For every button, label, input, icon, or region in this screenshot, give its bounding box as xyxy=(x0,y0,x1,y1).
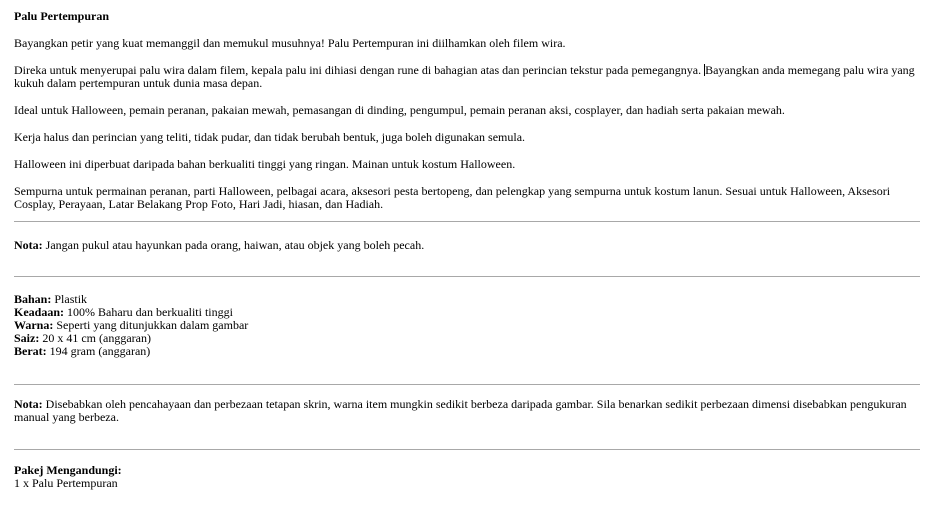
spec-value: 100% Baharu dan berkualiti tinggi xyxy=(64,305,233,319)
divider xyxy=(14,221,920,222)
spec-label: Warna: xyxy=(14,318,54,332)
spec-label: Bahan: xyxy=(14,292,52,306)
color-disclaimer-note xyxy=(14,398,920,424)
product-title: Palu Pertempuran xyxy=(14,9,109,23)
package-contents-item: 1 x Palu Pertempuran xyxy=(14,476,118,490)
spec-value: 194 gram (anggaran) xyxy=(46,344,151,358)
description-paragraph-1: Bayangkan petir yang kuat memanggil dan memukul musuhnya! Palu Pertempuran ini diilhamkan oleh filem wira. xyxy=(14,36,566,50)
warning-note-label: Nota: xyxy=(14,238,43,252)
description-paragraph-4: Kerja halus dan perincian yang teliti, tidak pudar, dan tidak berubah bentuk, juga boleh digunakan semula. xyxy=(14,130,526,144)
description-paragraph-2 xyxy=(14,64,920,90)
package-contents-label: Pakej Mengandungi: xyxy=(14,463,122,477)
color-disclaimer-label: Nota: xyxy=(14,397,43,411)
spec-value: 20 x 41 cm (anggaran) xyxy=(39,331,151,345)
spec-label: Saiz: xyxy=(14,331,40,345)
spec-value: Plastik xyxy=(51,292,88,306)
spec-label: Keadaan: xyxy=(14,305,65,319)
warning-note xyxy=(14,239,920,252)
package-contents xyxy=(14,464,920,490)
description-paragraph-5: Halloween ini diperbuat daripada bahan berkualiti tinggi yang ringan. Mainan untuk kostum Halloween. xyxy=(14,157,516,171)
description-paragraph-6: Sempurna untuk permainan peranan, parti Halloween, pelbagai acara, aksesori pesta bertopeng, dan pelengkap yang sempurna untuk kostum lanun. Sesuai untuk Halloween, Aksesori Cosplay, Perayaan, Latar Belakang Prop Foto, Hari Jadi, hiasan, dan Hadiah. xyxy=(14,184,891,211)
warning-note-text: Jangan pukul atau hayunkan pada orang, haiwan, atau objek yang boleh pecah. xyxy=(42,238,425,252)
divider xyxy=(14,276,920,277)
paragraph-2-part-b: Bayangkan anda memegang palu wira yang kukuh dalam pertempuran untuk dunia masa depan. xyxy=(14,63,915,90)
spec-weight xyxy=(14,345,920,358)
spec-list xyxy=(14,293,920,358)
divider xyxy=(14,384,920,385)
spec-value: Seperti yang ditunjukkan dalam gambar xyxy=(53,318,249,332)
paragraph-2-part-a: Direka untuk menyerupai palu wira dalam filem, kepala palu ini dihiasi dengan rune di bahagian atas dan perincian tekstur pada pemegangnya. xyxy=(14,63,705,77)
spec-label: Berat: xyxy=(14,344,47,358)
divider xyxy=(14,449,920,450)
description-paragraph-3: Ideal untuk Halloween, pemain peranan, pakaian mewah, pemasangan di dinding, pengumpul, pemain peranan aksi, cosplayer, dan hadiah serta pakaian mewah. xyxy=(14,103,785,117)
color-disclaimer-text: Disebabkan oleh pencahayaan dan perbezaan tetapan skrin, warna item mungkin sedikit berbeza daripada gambar. Sila benarkan sedikit perbezaan dimensi disebabkan pengukuran manual yang berbeza. xyxy=(14,397,907,424)
